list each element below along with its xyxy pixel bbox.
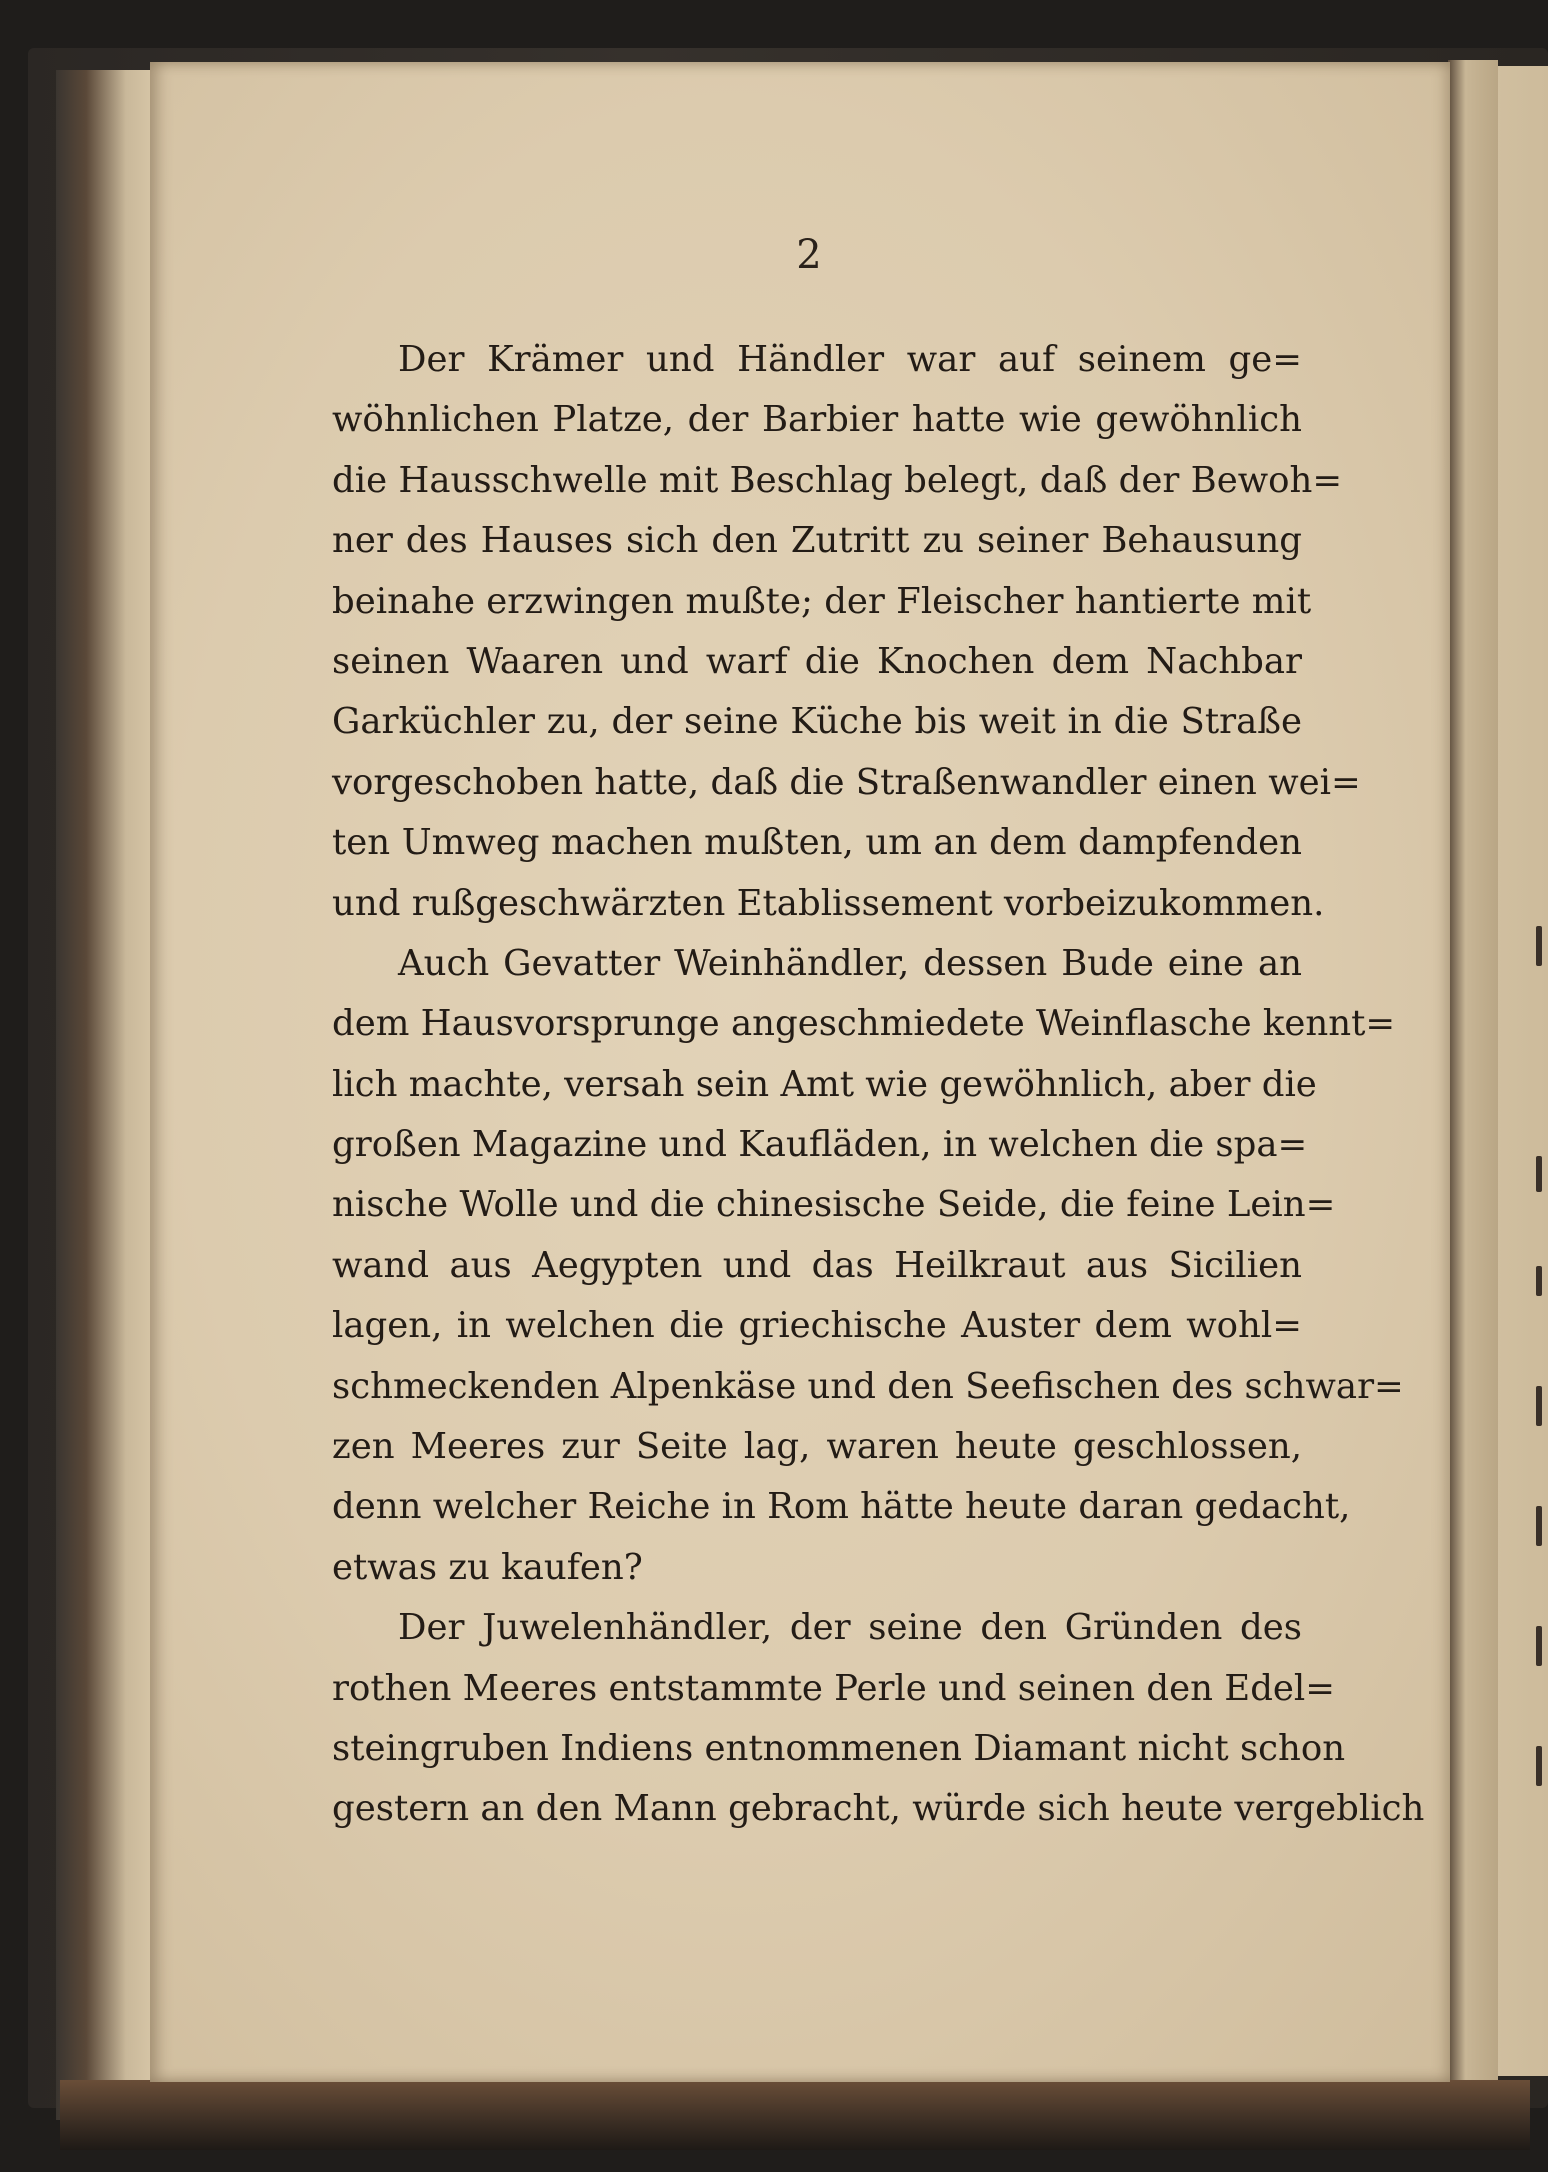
text-line: wand aus Aegypten und das Heilkraut aus Sicilien bbox=[332, 1244, 1302, 1286]
text-line: schmeckenden Alpenkäse und den Seefischen des schwar= bbox=[332, 1365, 1404, 1407]
text-line: zen Meeres zur Seite lag, waren heute geschlossen, bbox=[332, 1426, 1302, 1468]
text-line: dem Hausvorsprunge angeschmiedete Weinflasche kennt= bbox=[332, 1003, 1396, 1045]
facing-page-text-fragment bbox=[1536, 926, 1542, 966]
text-line: wöhnlichen Platze, der Barbier hatte wie gewöhnlich bbox=[332, 399, 1302, 441]
page-gutter bbox=[1448, 60, 1498, 2085]
text-line: ner des Hauses sich den Zutritt zu seiner Behausung bbox=[332, 520, 1302, 562]
text-line: gestern an den Mann gebracht, würde sich heute vergeblich bbox=[332, 1788, 1425, 1830]
text-line: nische Wolle und die chinesische Seide, die feine Lein= bbox=[332, 1184, 1336, 1226]
page-number: 2 bbox=[796, 232, 822, 278]
book-bottom-edge bbox=[60, 2080, 1530, 2150]
text-line: rothen Meeres entstammte Perle und seinen den Edel= bbox=[332, 1667, 1336, 1709]
text-line: Auch Gevatter Weinhändler, dessen Bude eine an bbox=[398, 942, 1302, 984]
text-line: Garküchler zu, der seine Küche bis weit in die Straße bbox=[332, 701, 1302, 743]
text-line: Der Juwelenhändler, der seine den Gründen des bbox=[398, 1607, 1302, 1649]
facing-page-text-fragment bbox=[1536, 1156, 1542, 1192]
text-line: lich machte, versah sein Amt wie gewöhnlich, aber die bbox=[332, 1063, 1317, 1105]
facing-page-text-fragment bbox=[1536, 1506, 1542, 1546]
text-line: und rußgeschwärzten Etablissement vorbeizukommen. bbox=[332, 882, 1325, 924]
text-line: denn welcher Reiche in Rom hätte heute daran gedacht, bbox=[332, 1486, 1351, 1528]
text-line: ten Umweg machen mußten, um an dem dampfenden bbox=[332, 822, 1302, 864]
facing-page-text-fragment bbox=[1536, 1746, 1542, 1786]
book-spine-edge bbox=[56, 70, 156, 2120]
text-line: Der Krämer und Händler war auf seinem ge= bbox=[398, 339, 1302, 380]
text-line: lagen, in welchen die griechische Auster dem wohl= bbox=[332, 1305, 1302, 1347]
text-line: steingruben Indiens entnommenen Diamant nicht schon bbox=[332, 1727, 1346, 1769]
text-line: etwas zu kaufen? bbox=[332, 1546, 643, 1588]
facing-page-text-fragment bbox=[1536, 1386, 1542, 1426]
text-line: seinen Waaren und warf die Knochen dem Nachbar bbox=[332, 640, 1302, 682]
text-line: beinahe erzwingen mußte; der Fleischer hantierte mit bbox=[332, 580, 1312, 622]
facing-page-text-fragment bbox=[1536, 1626, 1542, 1666]
facing-page-text-fragment bbox=[1536, 1266, 1542, 1296]
text-line: vorgeschoben hatte, daß die Straßenwandler einen wei= bbox=[332, 761, 1361, 803]
page-body-text bbox=[332, 330, 1425, 1840]
text-line: großen Magazine und Kaufläden, in welchen die spa= bbox=[332, 1124, 1308, 1166]
text-line: die Hausschwelle mit Beschlag belegt, daß der Bewoh= bbox=[332, 459, 1343, 501]
